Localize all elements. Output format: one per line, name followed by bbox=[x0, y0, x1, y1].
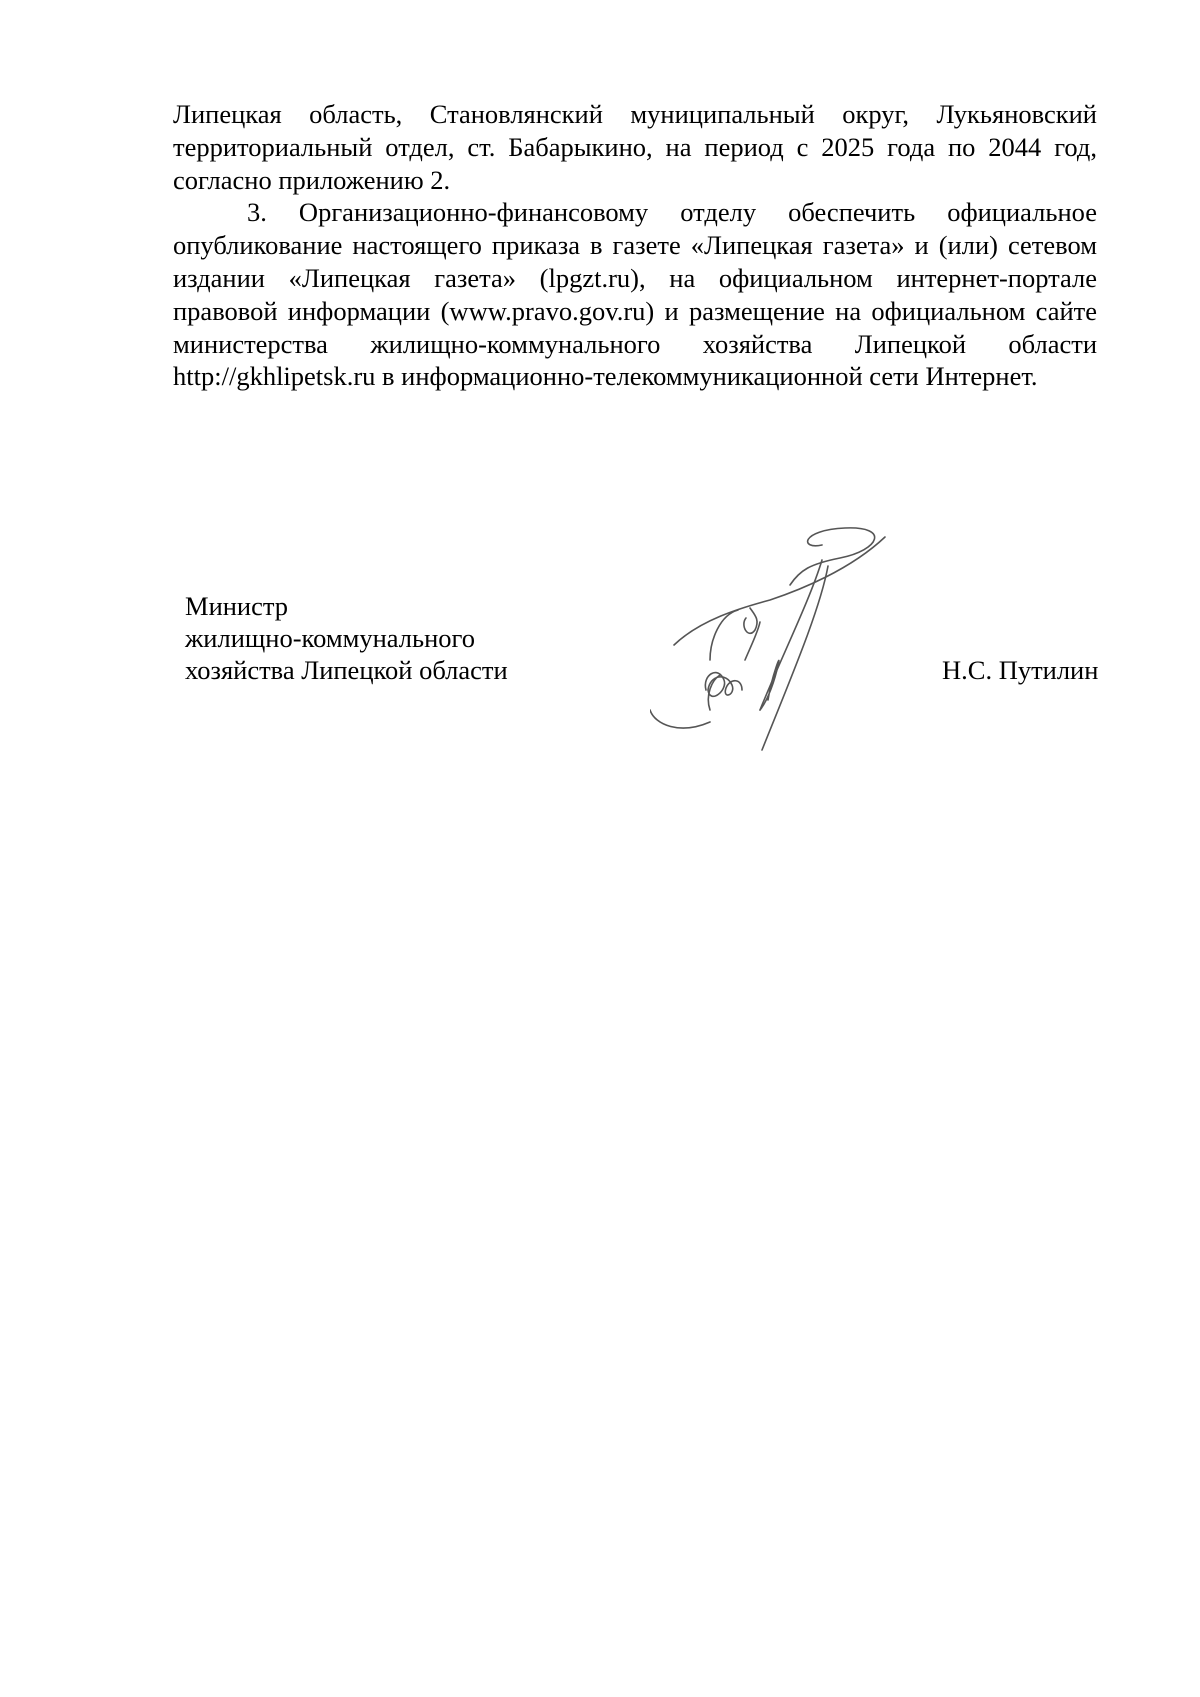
signatory-position-line: хозяйства Липецкой области bbox=[185, 655, 508, 685]
handwritten-signature bbox=[650, 500, 910, 800]
signatory-position bbox=[185, 590, 508, 686]
document-body bbox=[173, 98, 1097, 393]
signatory-position-line: жилищно-коммунального bbox=[185, 623, 475, 653]
signatory-name: Н.С. Путилин bbox=[942, 655, 1099, 685]
paragraph-continuation: Липецкая область, Становлянский муниципальный округ, Лукьяновский территориальный отдел, ст. Бабарыкино, на период с 2025 года по 2044 год, согласно приложению 2. bbox=[173, 99, 1097, 195]
paragraph-item-3: 3. Организационно-финансовому отделу обеспечить официальное опубликование настоящего приказа в газете «Липецкая газета» и (или) сетевом издании «Липецкая газета» (lpgzt.ru), на официальном интернет-портале правовой информации (www.pravo.gov.ru) и размещение на официальном сайте министерства жилищно-коммунального хозяйства Липецкой области http://gkhlipetsk.ru в информационно-телекоммуникационной сети Интернет. bbox=[173, 197, 1097, 392]
signatory-position-line: Министр bbox=[185, 591, 289, 621]
